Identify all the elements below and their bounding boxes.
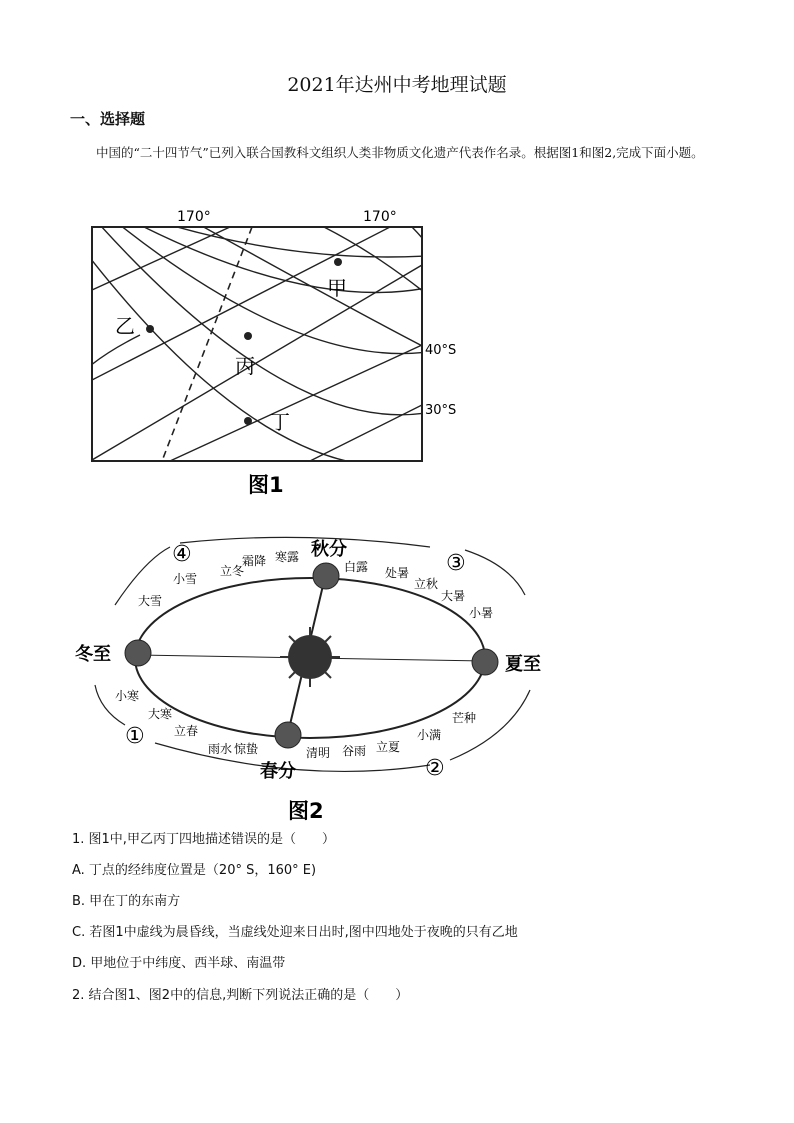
term-label: 白露: [344, 560, 369, 574]
term-label: 大暑: [441, 589, 466, 603]
point-ding: [244, 417, 252, 425]
point-label: 乙: [115, 314, 135, 338]
earth-winter-icon: [125, 640, 151, 666]
term-label: 寒露: [275, 550, 300, 564]
term-label: 谷雨: [342, 744, 367, 758]
term-label: 立冬: [220, 564, 245, 578]
longitude-label: 170°: [363, 209, 397, 225]
point-label: 丁: [270, 410, 290, 434]
sun-icon: [280, 627, 340, 687]
term-label: 小满: [417, 728, 442, 742]
intro-paragraph: 中国的“二十四节气”已列入联合国教科文组织人类非物质文化遗产代表作名录。根据图1和图2,完成下面小题。: [96, 145, 704, 160]
question-2: 2. 结合图1、图2中的信息,判断下列说法正确的是（ ）: [72, 988, 409, 1003]
parallel-line: [170, 225, 440, 257]
latitude-label: 30°S: [425, 403, 457, 418]
station-label: 春分: [260, 761, 296, 782]
longitude-label: 170°: [177, 209, 211, 225]
earth-spring-icon: [275, 722, 301, 748]
earth-autumn-icon: [313, 563, 339, 589]
grid-line: [92, 265, 422, 460]
parallel-line: [80, 245, 440, 467]
page-title: 2021年达州中考地理试题: [287, 74, 507, 96]
parallel-line: [140, 225, 440, 293]
option-d: D. 甲地位于中纬度、西半球、南温带: [72, 956, 286, 971]
quadrant-label: ②: [425, 756, 445, 781]
term-label: 立秋: [414, 577, 439, 591]
station-label: 夏至: [505, 654, 541, 675]
figure-caption: 图1: [248, 473, 284, 497]
parallel-line: [120, 225, 440, 354]
question-1: 1. 图1中,甲乙丙丁四地描述错误的是（ ）: [72, 832, 335, 847]
option-a: A. 丁点的经纬度位置是（20° S，160° E): [72, 863, 317, 878]
term-label: 大寒: [148, 707, 173, 721]
point-jia: [334, 258, 342, 266]
quadrant-label: ③: [446, 551, 466, 576]
quadrant-label: ④: [172, 542, 192, 567]
option-c: C. 若图1中虚线为晨昏线，当虚线处迎来日出时,图中四地处于夜晚的只有乙地: [72, 925, 518, 940]
term-label: 处暑: [385, 566, 410, 580]
term-label: 立夏: [376, 740, 401, 754]
meridian-line: [80, 335, 140, 375]
meridian-line: [200, 225, 440, 355]
option-b: B. 甲在丁的东南方: [72, 894, 181, 909]
meridian-line: [410, 225, 440, 260]
figure-2: [70, 525, 560, 825]
point-bing: [244, 332, 252, 340]
figure-1: [80, 205, 480, 505]
quadrant-label: ①: [125, 724, 145, 749]
term-label: 小暑: [469, 606, 494, 620]
station-label: 冬至: [75, 644, 111, 665]
station-label: 秋分: [311, 539, 347, 560]
point-label: 丙: [235, 354, 255, 378]
term-label: 惊蛰: [234, 742, 259, 756]
earth-summer-icon: [472, 649, 498, 675]
term-label: 霜降: [242, 554, 267, 568]
grid-line: [170, 345, 422, 461]
term-label: 立春: [174, 724, 199, 738]
figure-caption: 图2: [288, 799, 324, 823]
term-label: 雨水: [208, 742, 233, 756]
latitude-label: 40°S: [425, 343, 457, 358]
term-label: 清明: [306, 746, 331, 760]
grid-line: [92, 227, 230, 290]
term-label: 大雪: [138, 594, 163, 608]
grid-line: [310, 405, 422, 461]
term-label: 小雪: [173, 572, 198, 586]
term-label: 小寒: [115, 689, 140, 703]
term-label: 芒种: [452, 711, 477, 725]
section-heading: 一、选择题: [70, 110, 146, 128]
point-label: 甲: [327, 276, 347, 300]
point-yi: [146, 325, 154, 333]
dashed-terminator-line: [162, 227, 252, 461]
